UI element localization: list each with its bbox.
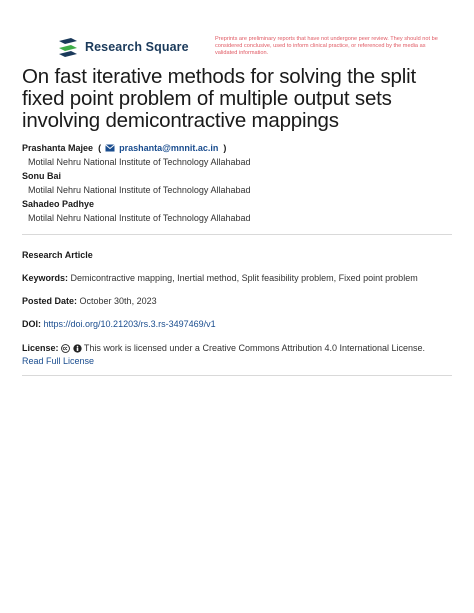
author-email-link[interactable]: prashanta@mnnit.ac.in	[119, 143, 219, 153]
author-entry	[22, 141, 462, 155]
author-name: Sahadeo Padhye	[22, 199, 95, 209]
posted-date-row	[22, 295, 462, 308]
brand-name: Research Square	[85, 40, 189, 54]
posted-date-value: October 30th, 2023	[79, 296, 157, 306]
divider	[22, 234, 452, 235]
attribution-icon	[73, 344, 82, 353]
creative-commons-icon	[61, 344, 70, 353]
author-name: Prashanta Majee	[22, 143, 94, 153]
author-name: Sonu Bai	[22, 171, 62, 181]
email-paren-close: )	[220, 143, 227, 153]
license-label: License:	[22, 343, 59, 353]
author-affiliation: Motilal Nehru National Institute of Technology Allahabad	[28, 185, 251, 195]
posted-date-label: Posted Date:	[22, 296, 78, 306]
keywords-row	[22, 272, 462, 285]
doi-label: DOI:	[22, 319, 41, 329]
doi-row	[22, 318, 462, 331]
author-affiliation: Motilal Nehru National Institute of Technology Allahabad	[28, 213, 251, 223]
research-square-logo[interactable]	[57, 37, 189, 57]
license-text: This work is licensed under a Creative Commons Attribution 4.0 International License.	[83, 343, 426, 353]
email-paren-open: (	[95, 143, 102, 153]
doi-link[interactable]: https://doi.org/10.21203/rs.3.rs-3497469/v1	[43, 319, 216, 329]
divider	[22, 375, 452, 376]
keywords-label: Keywords:	[22, 273, 69, 283]
author-affiliation: Motilal Nehru National Institute of Technology Allahabad	[28, 157, 251, 167]
article-type-value: Research Article	[22, 250, 93, 260]
read-full-license-link[interactable]: Read Full License	[22, 356, 95, 366]
article-type	[22, 249, 462, 262]
keywords-value: Demicontractive mapping, Inertial method, Split feasibility problem, Fixed point problem	[70, 273, 418, 283]
research-square-logo-icon	[57, 37, 79, 57]
envelope-icon	[105, 144, 115, 152]
preprint-header	[0, 0, 474, 62]
author-list	[22, 141, 462, 225]
license-row	[22, 342, 462, 368]
paper-title: On fast iterative methods for solving the split fixed point problem of multiple output sets involving demicontractive mappings	[22, 65, 416, 132]
preprint-disclaimer: Preprints are preliminary reports that have not undergone peer review. They should not be considered conclusive, used to inform clinical practice, or referenced by the media as validated information.	[215, 36, 438, 56]
